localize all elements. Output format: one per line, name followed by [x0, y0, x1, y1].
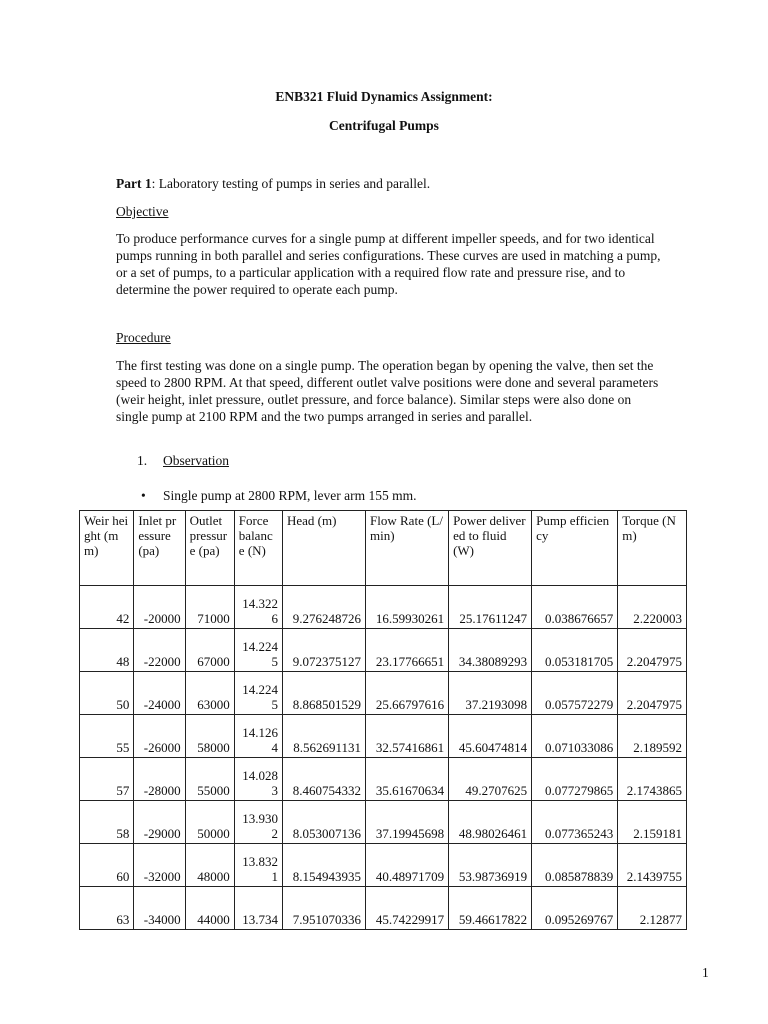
table-cell: 50000 — [185, 801, 234, 844]
part-heading — [116, 175, 664, 192]
table-cell: 48 — [80, 629, 134, 672]
table-cell: 63000 — [185, 672, 234, 715]
table-cell: 2.1439755 — [618, 844, 687, 887]
column-header: Head (m) — [282, 511, 365, 586]
table-row — [80, 715, 687, 758]
table-cell: 9.072375127 — [282, 629, 365, 672]
table-cell: -32000 — [134, 844, 185, 887]
observation-heading: Observation — [163, 453, 229, 468]
procedure-paragraph: The first testing was done on a single pump. The operation began by opening the valve, then set the speed to 2800 RPM. At that speed, different outlet valve positions were done and several parameters (weir height, inlet pressure, outlet pressure, and force balance). Similar steps were also done on single pump at 2100 RPM and the two pumps arranged in series and parallel. — [116, 358, 659, 424]
table-row — [80, 887, 687, 930]
table-cell: 14.2245 — [234, 672, 282, 715]
column-header: Pump efficiency — [532, 511, 618, 586]
column-header: Flow Rate (L/min) — [366, 511, 449, 586]
table-cell: 8.053007136 — [282, 801, 365, 844]
table-cell: 55000 — [185, 758, 234, 801]
part-text: : Laboratory testing of pumps in series and parallel. — [151, 176, 431, 191]
table-cell: 35.61670634 — [366, 758, 449, 801]
column-header: Outlet pressure (pa) — [185, 511, 234, 586]
table-cell: 53.98736919 — [449, 844, 532, 887]
table-row — [80, 629, 687, 672]
table-cell: 23.17766651 — [366, 629, 449, 672]
table-cell: 8.868501529 — [282, 672, 365, 715]
column-header: Weir height (mm) — [80, 511, 134, 586]
table-cell: 8.154943935 — [282, 844, 365, 887]
table-cell: -22000 — [134, 629, 185, 672]
observation-bullet-text: Single pump at 2800 RPM, lever arm 155 mm. — [163, 488, 417, 503]
table-cell: 14.2245 — [234, 629, 282, 672]
table-cell: 0.057572279 — [532, 672, 618, 715]
document-title: ENB321 Fluid Dynamics Assignment: — [275, 89, 493, 104]
table-cell: 0.085878839 — [532, 844, 618, 887]
table-cell: 2.159181 — [618, 801, 687, 844]
bullet-icon: • — [141, 488, 146, 503]
table-cell: 32.57416861 — [366, 715, 449, 758]
table-cell: 13.734 — [234, 887, 282, 930]
table-cell: 0.038676657 — [532, 586, 618, 629]
table-cell: -20000 — [134, 586, 185, 629]
table-header-row — [80, 511, 687, 586]
table-cell: 0.071033086 — [532, 715, 618, 758]
table-cell: 9.276248726 — [282, 586, 365, 629]
table-cell: 14.0283 — [234, 758, 282, 801]
table-row — [80, 586, 687, 629]
table-cell: -34000 — [134, 887, 185, 930]
procedure-heading: Procedure — [116, 330, 171, 345]
table-row — [80, 758, 687, 801]
table-cell: 0.095269767 — [532, 887, 618, 930]
table-cell: 50 — [80, 672, 134, 715]
table-cell: 40.48971709 — [366, 844, 449, 887]
table-cell: 2.220003 — [618, 586, 687, 629]
table-cell: -24000 — [134, 672, 185, 715]
table-row — [80, 844, 687, 887]
table-cell: 60 — [80, 844, 134, 887]
table-cell: 58000 — [185, 715, 234, 758]
table-cell: 71000 — [185, 586, 234, 629]
table-cell: -29000 — [134, 801, 185, 844]
table-cell: 0.077279865 — [532, 758, 618, 801]
table-cell: 16.59930261 — [366, 586, 449, 629]
table-cell: 44000 — [185, 887, 234, 930]
table-cell: 58 — [80, 801, 134, 844]
table-row — [80, 801, 687, 844]
table-cell: 42 — [80, 586, 134, 629]
table-cell: 13.8321 — [234, 844, 282, 887]
table-cell: 45.74229917 — [366, 887, 449, 930]
table-cell: 34.38089293 — [449, 629, 532, 672]
table-cell: 0.053181705 — [532, 629, 618, 672]
observation-number: 1. — [137, 453, 148, 468]
table-cell: 48000 — [185, 844, 234, 887]
table-cell: 63 — [80, 887, 134, 930]
observation-table — [79, 510, 687, 930]
column-header: Inlet pressure (pa) — [134, 511, 185, 586]
table-cell: 49.2707625 — [449, 758, 532, 801]
objective-paragraph: To produce performance curves for a single pump at different impeller speeds, and for two identical pumps running in both parallel and series configurations. These curves are used in matching a pump, or a set of pumps, to a particular application with a required flow rate and pressure rise, and to determine the power required to operate each pump. — [116, 231, 661, 297]
table-cell: 13.9302 — [234, 801, 282, 844]
table-cell: -28000 — [134, 758, 185, 801]
table-cell: 7.951070336 — [282, 887, 365, 930]
table-cell: 59.46617822 — [449, 887, 532, 930]
table-cell: 14.1264 — [234, 715, 282, 758]
table-cell: 8.562691131 — [282, 715, 365, 758]
table-cell: 48.98026461 — [449, 801, 532, 844]
column-header: Force balance (N) — [234, 511, 282, 586]
table-cell: 45.60474814 — [449, 715, 532, 758]
table-cell: 2.1743865 — [618, 758, 687, 801]
part-label: Part 1 — [116, 176, 152, 191]
table-cell: 37.19945698 — [366, 801, 449, 844]
table-row — [80, 672, 687, 715]
table-cell: 14.3226 — [234, 586, 282, 629]
column-header: Power delivered to fluid (W) — [449, 511, 532, 586]
table-cell: 2.2047975 — [618, 672, 687, 715]
document-subtitle: Centrifugal Pumps — [329, 118, 439, 133]
table-cell: 37.2193098 — [449, 672, 532, 715]
table-cell: 67000 — [185, 629, 234, 672]
column-header: Torque (Nm) — [618, 511, 687, 586]
table-cell: 8.460754332 — [282, 758, 365, 801]
table-cell: 2.12877 — [618, 887, 687, 930]
page-number: 1 — [702, 965, 709, 980]
table-cell: 25.66797616 — [366, 672, 449, 715]
table-cell: -26000 — [134, 715, 185, 758]
table-cell: 57 — [80, 758, 134, 801]
table-cell: 2.2047975 — [618, 629, 687, 672]
table-cell: 0.077365243 — [532, 801, 618, 844]
table-cell: 25.17611247 — [449, 586, 532, 629]
table-cell: 55 — [80, 715, 134, 758]
objective-heading: Objective — [116, 204, 169, 219]
table-cell: 2.189592 — [618, 715, 687, 758]
